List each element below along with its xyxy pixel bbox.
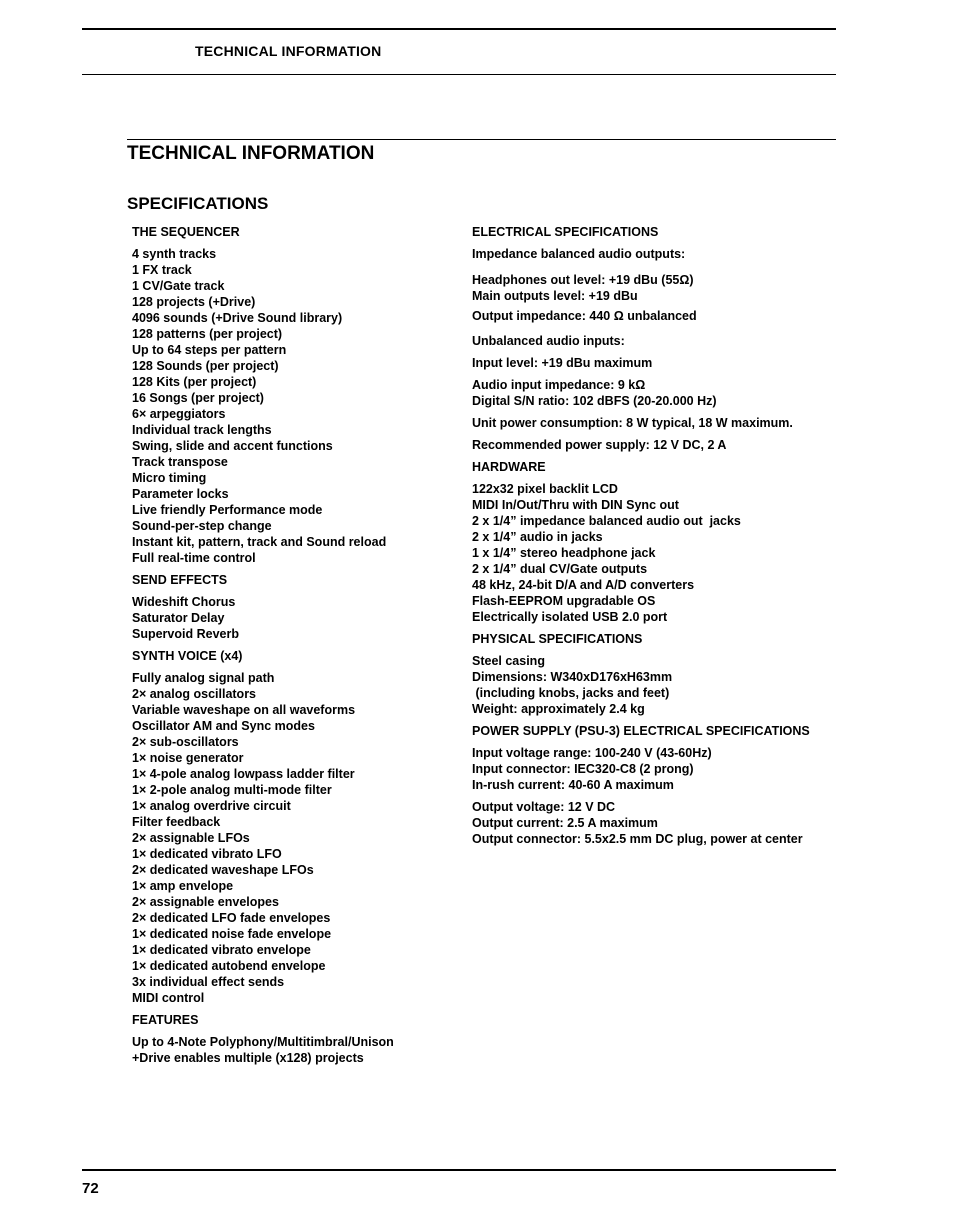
input-list — [472, 377, 852, 409]
list-item: 2× dedicated LFO fade envelopes — [132, 911, 331, 925]
list-item: 1× 4-pole analog lowpass ladder filter — [132, 767, 355, 781]
list-item: 1× 2-pole analog multi-mode filter — [132, 783, 332, 797]
list-item: 1× analog overdrive circuit — [132, 799, 291, 813]
list-item: 2× dedicated waveshape LFOs — [132, 863, 314, 877]
list-item: Electrically isolated USB 2.0 port — [472, 610, 668, 624]
list-item: Input voltage range: 100-240 V (43-60Hz) — [472, 746, 712, 760]
list-item: +Drive enables multiple (x128) projects — [132, 1051, 364, 1065]
unbalanced-inputs-label: Unbalanced audio inputs: — [472, 334, 625, 348]
features-list — [132, 1034, 462, 1066]
running-header: TECHNICAL INFORMATION — [195, 43, 382, 59]
list-item: 1× noise generator — [132, 751, 244, 765]
send-effects-heading: SEND EFFECTS — [132, 573, 228, 587]
list-item: Micro timing — [132, 471, 207, 485]
list-item: MIDI In/Out/Thru with DIN Sync out — [472, 498, 679, 512]
list-item: 1 CV/Gate track — [132, 279, 225, 293]
list-item: Swing, slide and accent functions — [132, 439, 333, 453]
list-item: Oscillator AM and Sync modes — [132, 719, 315, 733]
synth-voice-heading: SYNTH VOICE (x4) — [132, 649, 243, 663]
balanced-outputs-list — [472, 272, 852, 304]
power-supply: Recommended power supply: 12 V DC, 2 A — [472, 438, 727, 452]
input-level: Input level: +19 dBu maximum — [472, 356, 653, 370]
list-item: Instant kit, pattern, track and Sound reload — [132, 535, 387, 549]
list-item: Weight: approximately 2.4 kg — [472, 702, 645, 716]
list-item: Output current: 2.5 A maximum — [472, 816, 658, 830]
list-item: 2× assignable envelopes — [132, 895, 279, 909]
list-item: Input connector: IEC320-C8 (2 prong) — [472, 762, 694, 776]
list-item: 128 Sounds (per project) — [132, 359, 279, 373]
list-item: 1× amp envelope — [132, 879, 234, 893]
list-item: Dimensions: W340xD176xH63mm — [472, 670, 673, 684]
list-item: Filter feedback — [132, 815, 221, 829]
list-item: 1× dedicated autobend envelope — [132, 959, 326, 973]
list-item: 1 FX track — [132, 263, 192, 277]
list-item: 2× analog oscillators — [132, 687, 257, 701]
list-item: Digital S/N ratio: 102 dBFS (20-20.000 Hz) — [472, 394, 717, 408]
list-item: Live friendly Performance mode — [132, 503, 323, 517]
list-item: Sound-per-step change — [132, 519, 272, 533]
list-item: Main outputs level: +19 dBu — [472, 289, 638, 303]
list-item: 4 synth tracks — [132, 247, 217, 261]
header-bottom-rule — [82, 74, 836, 75]
list-item: Steel casing — [472, 654, 545, 668]
left-column — [132, 224, 462, 1072]
list-item: Variable waveshape on all waveforms — [132, 703, 356, 717]
list-item: Saturator Delay — [132, 611, 225, 625]
output-impedance: Output impedance: 440 Ω unbalanced — [472, 309, 697, 323]
list-item: Headphones out level: +19 dBu (55Ω) — [472, 273, 694, 287]
list-item: Audio input impedance: 9 kΩ — [472, 378, 646, 392]
list-item: Individual track lengths — [132, 423, 272, 437]
list-item: 2 x 1/4” audio in jacks — [472, 530, 603, 544]
list-item: Up to 64 steps per pattern — [132, 343, 287, 357]
list-item: 2× assignable LFOs — [132, 831, 250, 845]
section-title: SPECIFICATIONS — [127, 194, 269, 213]
list-item: 2× sub-oscillators — [132, 735, 239, 749]
electrical-heading: ELECTRICAL SPECIFICATIONS — [472, 225, 659, 239]
list-item: 3x individual effect sends — [132, 975, 285, 989]
list-item: Output voltage: 12 V DC — [472, 800, 616, 814]
list-item: 2 x 1/4” dual CV/Gate outputs — [472, 562, 648, 576]
list-item: Full real-time control — [132, 551, 256, 565]
psu-input-list — [472, 745, 852, 793]
physical-heading: PHYSICAL SPECIFICATIONS — [472, 632, 643, 646]
list-item: 2 x 1/4” impedance balanced audio out jacks — [472, 514, 741, 528]
list-item: Flash-EEPROM upgradable OS — [472, 594, 656, 608]
list-item: 4096 sounds (+Drive Sound library) — [132, 311, 343, 325]
hardware-heading: HARDWARE — [472, 460, 546, 474]
page-title: TECHNICAL INFORMATION — [127, 143, 375, 164]
list-item: 1× dedicated vibrato envelope — [132, 943, 311, 957]
physical-list — [472, 653, 852, 717]
list-item: Fully analog signal path — [132, 671, 275, 685]
list-item: 1× dedicated vibrato LFO — [132, 847, 282, 861]
list-item: Track transpose — [132, 455, 228, 469]
footer-rule — [82, 1169, 836, 1171]
send-effects-list — [132, 594, 462, 642]
title-rule — [127, 139, 836, 140]
list-item: Supervoid Reverb — [132, 627, 239, 641]
list-item: 16 Songs (per project) — [132, 391, 264, 405]
list-item: 122x32 pixel backlit LCD — [472, 482, 618, 496]
sequencer-list — [132, 246, 462, 566]
list-item: 128 projects (+Drive) — [132, 295, 256, 309]
list-item: Wideshift Chorus — [132, 595, 236, 609]
list-item: 128 Kits (per project) — [132, 375, 257, 389]
list-item: MIDI control — [132, 991, 205, 1005]
right-column — [472, 224, 852, 853]
list-item: 128 patterns (per project) — [132, 327, 283, 341]
list-item: Parameter locks — [132, 487, 229, 501]
list-item: Output connector: 5.5x2.5 mm DC plug, power at center — [472, 832, 803, 846]
sequencer-heading: THE SEQUENCER — [132, 225, 240, 239]
hardware-list — [472, 481, 852, 625]
list-item: Up to 4-Note Polyphony/Multitimbral/Unison — [132, 1035, 394, 1049]
synth-voice-list — [132, 670, 462, 1006]
features-heading: FEATURES — [132, 1013, 199, 1027]
balanced-outputs-label: Impedance balanced audio outputs: — [472, 247, 686, 261]
power-consumption: Unit power consumption: 8 W typical, 18 W maximum. — [472, 416, 793, 430]
list-item: (including knobs, jacks and feet) — [472, 686, 670, 700]
psu-heading: POWER SUPPLY (PSU-3) ELECTRICAL SPECIFICATIONS — [472, 724, 810, 738]
list-item: 6× arpeggiators — [132, 407, 226, 421]
list-item: 48 kHz, 24-bit D/A and A/D converters — [472, 578, 695, 592]
list-item: 1× dedicated noise fade envelope — [132, 927, 332, 941]
list-item: In-rush current: 40-60 A maximum — [472, 778, 674, 792]
page-number: 72 — [82, 1180, 99, 1197]
list-item: 1 x 1/4” stereo headphone jack — [472, 546, 656, 560]
header-top-rule — [82, 28, 836, 30]
psu-output-list — [472, 799, 852, 847]
